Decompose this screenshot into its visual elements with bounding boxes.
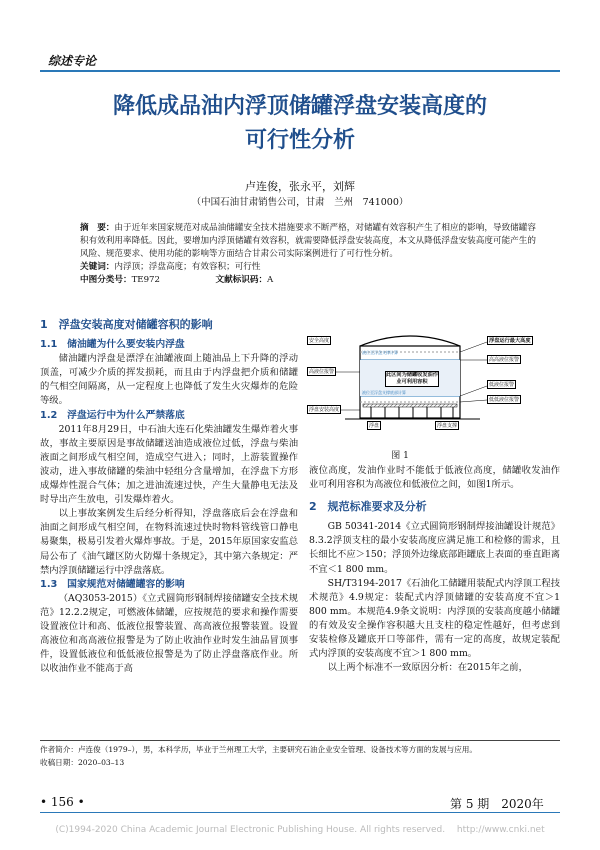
left-column bbox=[40, 318, 298, 676]
label-float-install: 浮盘安装高度 bbox=[309, 407, 340, 413]
paragraph: 以上事故案例发生后经分析得知，浮盘落底后会在浮盘和油面之间形成气相空间，在物料流速过快时物料管线管口静电易聚集，极易引发着火爆炸事故。于是，2015年原国家安监总局公布了《油气罐区防火防爆十条规定》，其中第六条规定：严禁内浮顶储罐运行中浮盘落底。 bbox=[40, 508, 298, 576]
abstract-block bbox=[80, 222, 536, 287]
paragraph: SH/T3194-2017《石油化工储罐用装配式内浮顶工程技术规范》4.9规定：装配式内浮顶储罐的安装高度不宜＞1 800 mm。本规范4.9条文说明：内浮顶的安装高度越小储罐的有效及安全操作容积越大且支柱的稳定性越好，但考虑到安装检修及罐底开口等部件，需有一定的高度，故规定装配式内浮顶的安装高度不宜＞1 800 mm。 bbox=[309, 577, 560, 660]
label-annot-1: 液位至浮盘支撑计算 bbox=[362, 350, 398, 355]
clc-label: 中图分类号： bbox=[80, 275, 132, 285]
label-high-high: 高高液位报警 bbox=[489, 357, 520, 363]
footer-rule bbox=[40, 812, 560, 813]
float-deck bbox=[363, 404, 457, 407]
label-high: 高液位报警 bbox=[309, 369, 335, 375]
author-bio: 作者简介：卢连俊（1979–），男，本科学历，毕业于兰州理工大学，主要研究石油企业安全管理、设备技术等方面的发展与应用。 bbox=[40, 745, 477, 754]
abstract-label: 摘 要： bbox=[80, 223, 115, 233]
paragraph: GB 50341-2014《立式圆筒形钢制焊接油罐设计规范》8.3.2浮顶支柱的最小安装高度应满足施工和检修的需求，且长细比不应＞150；浮顶外边缘底部距罐底上表面的垂直距离不宜＜1 800 mm。 bbox=[309, 521, 560, 575]
label-effective: 此区间为储罐收发油作业可利用容积 bbox=[386, 372, 438, 385]
label-low-low: 低低液位报警 bbox=[489, 397, 520, 403]
footnote bbox=[40, 740, 560, 769]
authors: 卢连俊，张永平，刘辉 bbox=[245, 180, 355, 193]
section-tag: 综述专论 bbox=[48, 54, 97, 68]
affiliation: （中国石油甘肃销售公司，甘肃 兰州 741000） bbox=[191, 197, 409, 208]
section-2-heading: 2 规范标准要求及分析 bbox=[309, 500, 427, 514]
section-1-heading: 1 浮盘安装高度对储罐容积的影响 bbox=[40, 318, 213, 331]
doc-code-label: 文献标识码： bbox=[215, 275, 268, 285]
clc-value: TE972 bbox=[131, 275, 160, 285]
paper-title bbox=[40, 90, 560, 158]
tank-roof bbox=[360, 336, 460, 346]
label-annot-2: 液位至浮盘支撑底部计算 bbox=[362, 390, 406, 395]
figure-caption: 图 1 bbox=[391, 451, 409, 461]
paragraph: 以上两个标准不一致原因分析：在2015年之前， bbox=[327, 662, 528, 674]
keywords-text: 内浮顶；浮盘高度；有效容积；可行性 bbox=[114, 262, 261, 272]
received-date: 收稿日期：2020–03–13 bbox=[40, 758, 125, 767]
paragraph: 2011年8月29日，中石油大连石化柴油罐发生爆炸着火事故，事故主要原因是事故储罐送油造成液位过低，浮盘与柴油液面之间形成气相空间，造成空气进入；同时，上游装置操作波动，进入事故储罐的柴油中轻组分含量增加，在浮盘下方形成爆炸性混合气体；加之进油流速过快，产生大量静电无法及时导出产生放电，引发爆炸着火。 bbox=[40, 423, 298, 506]
section-1-2-heading: 1.2 浮盘运行中为什么严禁落底 bbox=[40, 409, 185, 421]
right-column bbox=[309, 464, 560, 675]
classification bbox=[80, 274, 536, 287]
keywords-label: 关键词： bbox=[80, 262, 115, 272]
page-number: • 156 • bbox=[40, 795, 85, 809]
label-max-float: 浮盘运行最大高度 bbox=[489, 338, 531, 344]
issue-info: 第 5 期 2020年 bbox=[450, 797, 544, 811]
paragraph: 液位高度，发油作业时不能低于低液位高度，储罐收发油作业可利用容积为高液位和低液位之间，如图1所示。 bbox=[309, 465, 560, 491]
paragraph: （AQ3053-2015）《立式圆筒形钢制焊接储罐安全技术规范》12.2.2规定，可燃液体储罐，应按规范的要求和操作需要设置液位计和高、低液位报警装置、高高液位报警装置。设置高液位和高高液位报警是为了防止收油作业时发生油品冒顶事件，设置低液位和低低液位报警是为了防止浮盘落底作业。所以收油作业不能高于高 bbox=[40, 592, 298, 675]
abstract bbox=[80, 222, 536, 261]
paragraph: 储油罐内浮盘是漂浮在油罐液面上随油品上下升降的浮动顶盖，可减少介质的挥发损耗，而且由于内浮盘把介质和储罐的气相空间隔离，从一定程度上也降低了发生火灾爆炸的危险等级。 bbox=[40, 353, 298, 407]
label-low: 低液位报警 bbox=[489, 382, 515, 388]
label-float: 浮盘 bbox=[369, 423, 380, 429]
label-support: 浮盘支撑 bbox=[437, 423, 458, 429]
doc-code-value: A bbox=[267, 275, 274, 285]
abstract-text: 由于近年来国家规范对成品油储罐安全技术措施要求不断严格，对储罐有效容积产生了相应的影响，导致储罐容积有效利用率降低。因此，要增加内浮顶储罐有效容积，就需要降低浮盘安装高度，本文从降低浮盘安装高度可能产生的风险、规范要求、使用功能的影响等方面结合甘肃公司实际案例进行了可行性分析。 bbox=[80, 223, 536, 259]
section-1-3-heading: 1.3 国家规范对储罐罐容的影响 bbox=[40, 578, 185, 590]
top-rule bbox=[40, 70, 560, 72]
label-safe-height: 安全高度 bbox=[309, 338, 330, 344]
title-line-2: 可行性分析 bbox=[244, 128, 355, 153]
figure-1 bbox=[305, 320, 567, 461]
copyright-watermark: (C)1994-2020 China Academic Journal Electronic Publishing House. All rights reserved. http://www.cnki.net bbox=[55, 825, 545, 835]
section-1-1-heading: 1.1 储油罐为什么要安装内浮盘 bbox=[40, 339, 185, 351]
title-line-1: 降低成品油内浮顶储罐浮盘安装高度的 bbox=[112, 94, 487, 119]
keywords bbox=[80, 261, 536, 274]
